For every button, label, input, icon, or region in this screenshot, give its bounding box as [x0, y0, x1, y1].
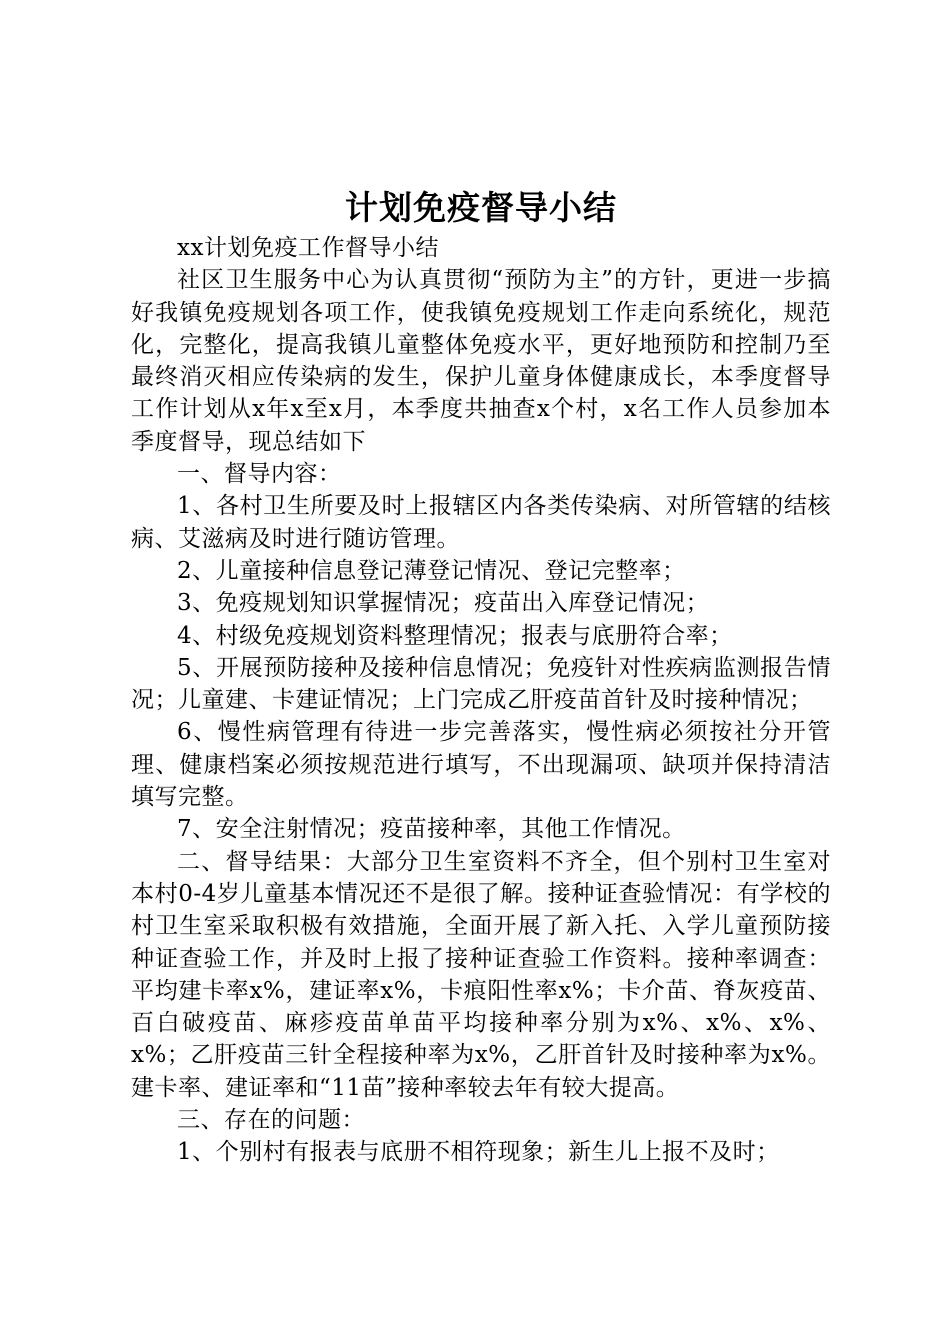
list-item: 1、各村卫生所要及时上报辖区内各类传染病、对所管辖的结核病、艾滋病及时进行随访管理。 [131, 493, 831, 552]
section-supervision-results: 二、督导结果：大部分卫生室资料不齐全，但个别村卫生室对本村0-4岁儿童基本情况还不是很了解。接种证查验情况：有学校的村卫生室采取积极有效措施，全面开展了新入托、入学儿童预防接种证查验工作，并及时上报了接种证查验工作资料。接种率调查：平均建卡率x%，建证率x%，卡痕阳性率x%；卡介苗、脊灰疫苗、百白破疫苗、麻疹疫苗单苗平均接种率分别为x%、x%、x%、x%；乙肝疫苗三针全程接种率为x%，乙肝首针及时接种率为x%。建卡率、建证率和“11苗”接种率较去年有较大提高。 [131, 848, 831, 1101]
paragraph-intro: 社区卫生服务中心为认真贯彻“预防为主”的方针，更进一步搞好我镇免疫规划各项工作，使我镇免疫规划工作走向系统化，规范化，完整化，提高我镇儿童整体免疫水平，更好地预防和控制乃至最终消灭相应传染病的发生，保护儿童身体健康成长，本季度督导工作计划从x年x至x月，本季度共抽查x个村，x名工作人员参加本季度督导，现总结如下 [131, 267, 831, 455]
document-title: 计划免疫督导小结 [345, 188, 617, 227]
list-item: 7、安全注射情况；疫苗接种率，其他工作情况。 [177, 816, 686, 843]
section-heading-supervision-content: 一、督导内容： [177, 461, 342, 488]
list-item: 3、免疫规划知识掌握情况；疫苗出入库登记情况； [177, 590, 710, 617]
list-item: 5、开展预防接种及接种信息情况；免疫针对性疾病监测报告情况；儿童建、卡建证情况；上门完成乙肝疫苗首针及时接种情况； [131, 654, 831, 714]
list-item: 1、个别村有报表与底册不相符现象；新生儿上报不及时； [177, 1139, 780, 1166]
list-item: 2、儿童接种信息登记薄登记情况、登记完整率； [177, 557, 686, 584]
list-item: 4、村级免疫规划资料整理情况；报表与底册符合率； [177, 622, 733, 649]
paragraph-subtitle: xx计划免疫工作督导小结 [177, 235, 439, 261]
section-heading-problems: 三、存在的问题： [177, 1107, 365, 1134]
list-item: 6、慢性病管理有待进一步完善落实，慢性病必须按社分开管理、健康档案必须按规范进行填写，不出现漏项、缺项并保持清洁填写完整。 [131, 719, 831, 811]
document-page [131, 186, 831, 1169]
